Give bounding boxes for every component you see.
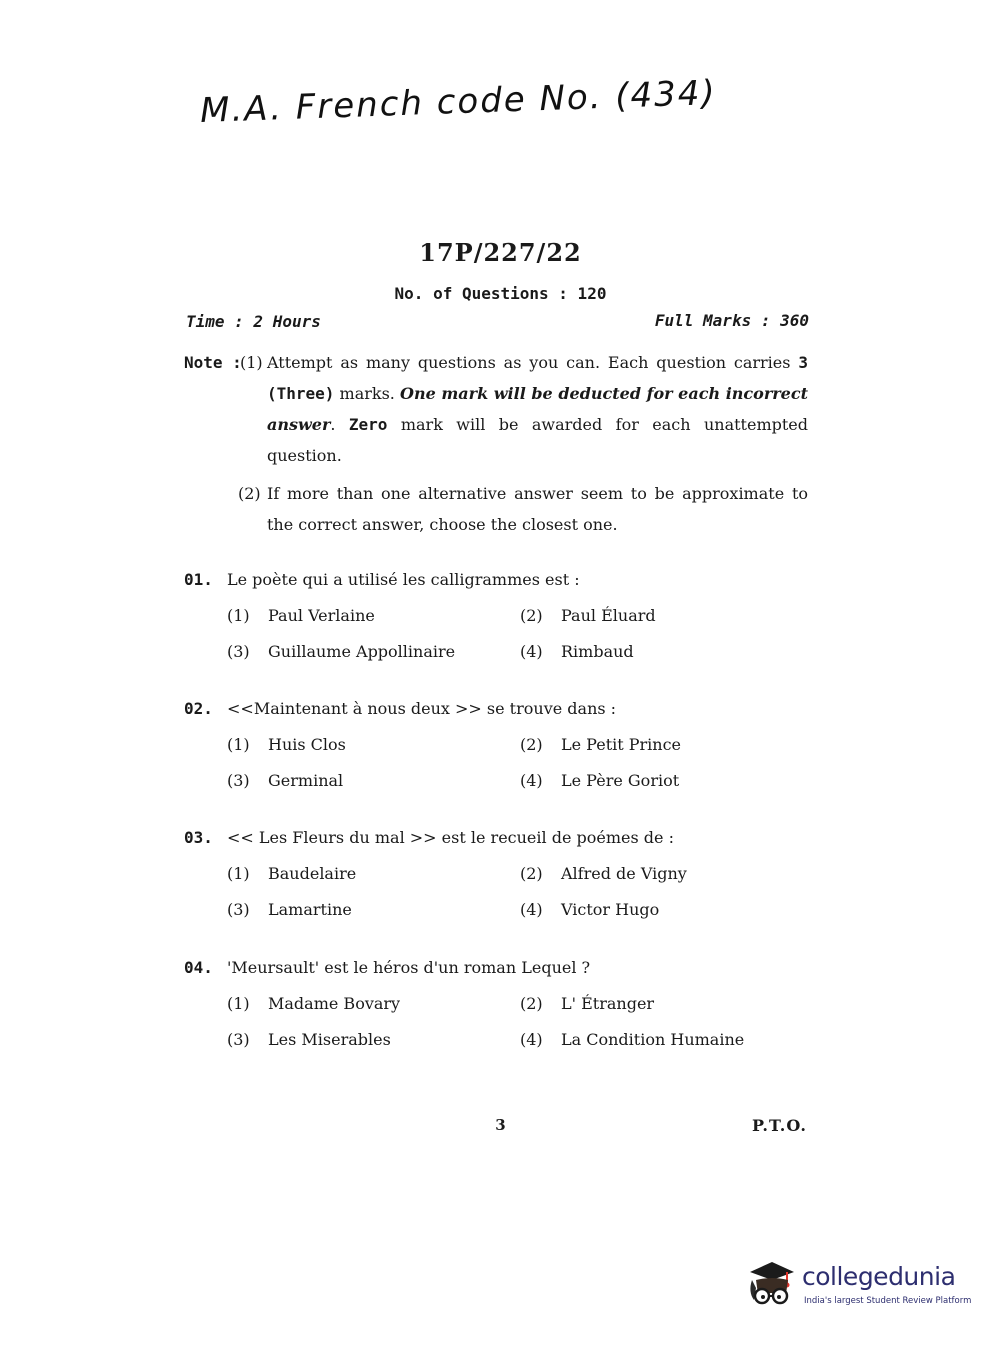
option-text: Paul Éluard [561, 606, 656, 625]
option-number: (1) [227, 994, 250, 1013]
note-item-1 [184, 347, 808, 471]
answer-option [227, 642, 455, 661]
collegedunia-logo [742, 1258, 972, 1314]
option-number: (4) [520, 642, 543, 661]
option-text: Baudelaire [268, 864, 357, 883]
option-number: (2) [520, 606, 543, 625]
option-text: Le Petit Prince [561, 735, 682, 754]
answer-option [520, 642, 634, 661]
question-number: 02. [184, 699, 213, 718]
answer-option [227, 994, 400, 1013]
option-text: L' Étranger [561, 994, 655, 1013]
answer-option [520, 771, 679, 790]
option-text: Madame Bovary [268, 994, 401, 1013]
answer-option [520, 735, 681, 754]
option-number: (2) [520, 735, 543, 754]
answer-option [520, 1030, 744, 1049]
option-number: (2) [520, 864, 543, 883]
full-marks: Full Marks : 360 [654, 311, 809, 330]
option-text: Rimbaud [561, 642, 634, 661]
option-text: Paul Verlaine [268, 606, 375, 625]
brand-name: collegedunia [802, 1262, 956, 1291]
question-text: 'Meursault' est le héros d'un roman Lequel ? [227, 958, 591, 977]
option-text: Le Père Goriot [561, 771, 680, 790]
page-number: 3 [495, 1116, 506, 1134]
option-number: (3) [227, 642, 250, 661]
note-item-1-text: Attempt as many questions as you can. Each question carries 3 (Three) marks. One mark will be deducted for each incorrect answer. Zero mark will be awarded for each unattempted question. [267, 353, 809, 465]
note-item-2-text: If more than one alternative answer seem to be approximate to the correct answer, choose the closest one. [267, 484, 808, 534]
answer-option [227, 606, 375, 625]
question-text: Le poète qui a utilisé les calligrammes est : [227, 570, 580, 589]
question-number: 01. [184, 570, 213, 589]
option-number: (3) [227, 1030, 250, 1049]
option-text: Huis Clos [268, 735, 346, 754]
question-number: 03. [184, 828, 213, 847]
note-label: Note : [184, 353, 242, 372]
option-text: Les Miserables [268, 1030, 391, 1049]
note-item-2-number: (2) [238, 484, 261, 503]
option-text: Victor Hugo [561, 900, 660, 919]
option-number: (1) [227, 606, 250, 625]
option-number: (4) [520, 1030, 543, 1049]
answer-option [227, 735, 346, 754]
pto-label: P.T.O. [752, 1116, 807, 1135]
answer-option [227, 1030, 391, 1049]
option-text: Alfred de Vigny [561, 864, 687, 883]
answer-option [520, 864, 687, 883]
brand-tagline: India's largest Student Review Platform [804, 1296, 972, 1306]
mascot-icon [742, 1258, 800, 1314]
note-item-1-number: (1) [240, 353, 263, 372]
paper-code: 17P/227/22 [419, 238, 582, 267]
option-text: Germinal [268, 771, 344, 790]
handwritten-note: M.A. French code No. (434) [199, 72, 718, 132]
option-number: (2) [520, 994, 543, 1013]
option-number: (4) [520, 771, 543, 790]
answer-option [227, 771, 343, 790]
option-text: Lamartine [268, 900, 352, 919]
option-text: Guillaume Appollinaire [268, 642, 456, 661]
option-number: (3) [227, 900, 250, 919]
option-number: (3) [227, 771, 250, 790]
option-number: (1) [227, 735, 250, 754]
answer-option [520, 900, 659, 919]
time-allowed: Time : 2 Hours [186, 312, 321, 331]
question-text: <<Maintenant à nous deux >> se trouve dans : [227, 699, 617, 718]
answer-option [227, 864, 356, 883]
question-number: 04. [184, 958, 213, 977]
option-text: La Condition Humaine [561, 1030, 745, 1049]
option-number: (4) [520, 900, 543, 919]
option-number: (1) [227, 864, 250, 883]
question-text: << Les Fleurs du mal >> est le recueil de poémes de : [227, 828, 674, 847]
note-item-2 [238, 478, 808, 540]
answer-option [520, 606, 656, 625]
number-of-questions: No. of Questions : 120 [394, 284, 607, 303]
answer-option [227, 900, 352, 919]
answer-option [520, 994, 654, 1013]
